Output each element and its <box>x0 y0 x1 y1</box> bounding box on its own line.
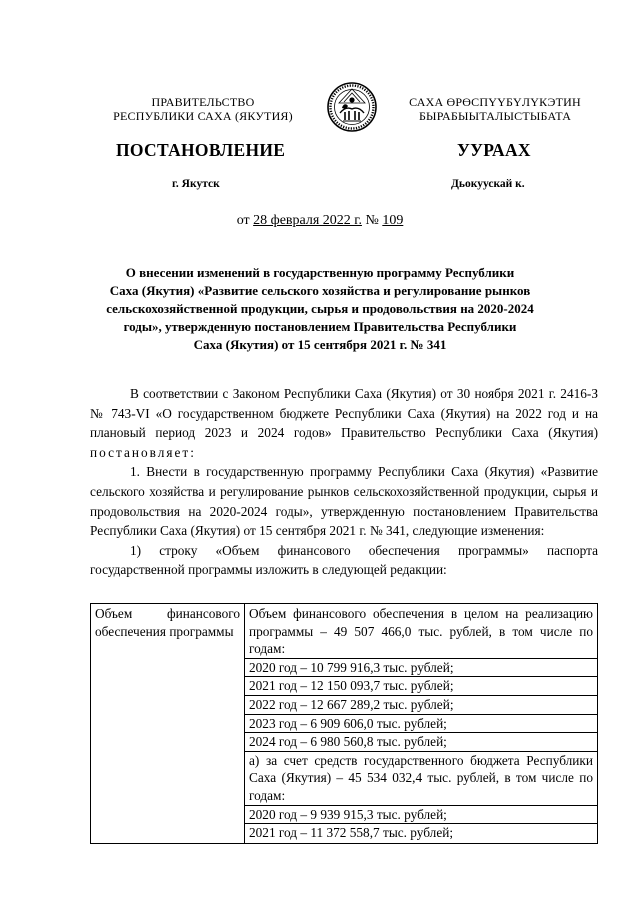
date-prefix: от <box>236 213 254 228</box>
subject-line: Саха (Якутия) от 15 сентября 2021 г. № 341 <box>193 337 447 352</box>
table-line: 2023 год – 6 909 606,0 тыс. рублей; <box>249 715 447 731</box>
header-line: ПРАВИТЕЛЬСТВО <box>151 95 255 109</box>
document-type-title-sakha: УУРААХ <box>457 140 531 160</box>
table-line: 2024 год – 6 980 560,8 тыс. рублей; <box>249 734 447 750</box>
table-line: 2020 год – 10 799 916,3 тыс. рублей; <box>249 659 454 675</box>
table-line: 2021 год – 11 372 558,7 тыс. рублей; <box>249 825 454 841</box>
table-line: Объем финансового обеспечения в целом на реализацию программы – 49 507 466,0 тыс. рублей, в том числе по годам: <box>249 606 593 657</box>
table-label: Объем финансового обеспечения программы <box>95 606 240 639</box>
table-line: 2022 год – 12 667 289,2 тыс. рублей; <box>249 696 454 712</box>
sakha-yakutia-coat-of-arms-icon <box>326 80 378 134</box>
table-value-cell <box>245 604 598 844</box>
table-line: 2021 год – 12 150 093,7 тыс. рублей; <box>249 678 454 694</box>
document-body <box>90 384 598 580</box>
body-paragraph: 1) строку «Объем финансового обеспечения программы» паспорта государственной программы изложить в следующей редакции: <box>90 542 598 578</box>
table-row <box>91 604 598 844</box>
table-line: а) за счет средств государственного бюджета Республики Саха (Якутия) – 45 534 032,4 тыс. рублей, в том числе по годам: <box>249 752 593 803</box>
government-header-russian <box>103 95 303 123</box>
header-line: БЫРАБЫЫТАЛЫСТЫБАТА <box>418 109 572 123</box>
document-date-number <box>0 213 640 229</box>
table-line: 2020 год – 9 939 915,3 тыс. рублей; <box>249 806 447 822</box>
document-date: 28 февраля 2022 г. <box>253 213 362 228</box>
table-label-cell <box>91 604 245 844</box>
document-type-title-russian: ПОСТАНОВЛЕНИЕ <box>116 140 286 160</box>
body-paragraph: 1. Внести в государственную программу Республики Саха (Якутия) «Развитие сельского хозяйства и регулирование рынков сельскохозяйственной продукции, сырья и продовольствия на 2020-2024 годы», утвержденную постановлением Правительства Республики Саха (Якутия) от 15 сентября 2021 г. № 341, следующие изменения: <box>90 464 598 539</box>
city-sakha: Дьокуускай к. <box>451 178 525 190</box>
government-header-sakha <box>390 95 600 123</box>
financing-table <box>90 603 598 844</box>
document-number: 109 <box>382 213 404 228</box>
header-line: САХА ӨРӨСПҮҮБҮЛҮКЭТИН <box>409 95 581 109</box>
body-paragraph <box>90 384 598 462</box>
number-sign: № <box>361 213 383 228</box>
header-line: РЕСПУБЛИКИ САХА (ЯКУТИЯ) <box>113 109 293 123</box>
subject-line: Саха (Якутия) «Развитие сельского хозяйства и регулирование рынков <box>109 283 531 298</box>
subject-line: годы», утвержденную постановлением Правительства Республики <box>123 319 517 334</box>
document-subject <box>100 264 540 354</box>
resolving-word: постановляет: <box>90 444 196 460</box>
city-russian: г. Якутск <box>172 178 220 190</box>
paragraph-text: В соответствии с Законом Республики Саха (Якутия) от 30 ноября 2021 г. 2416-З № 743-VI «О государственном бюджете Республики Саха (Якутия) на 2022 год и на плановый период 2023 и 2024 годов» Правительство Республики Саха (Якутия) <box>90 386 598 441</box>
subject-line: О внесении изменений в государственную программу Республики <box>125 265 515 280</box>
subject-line: сельскохозяйственной продукции, сырья и продовольствия на 2020-2024 <box>106 301 534 316</box>
